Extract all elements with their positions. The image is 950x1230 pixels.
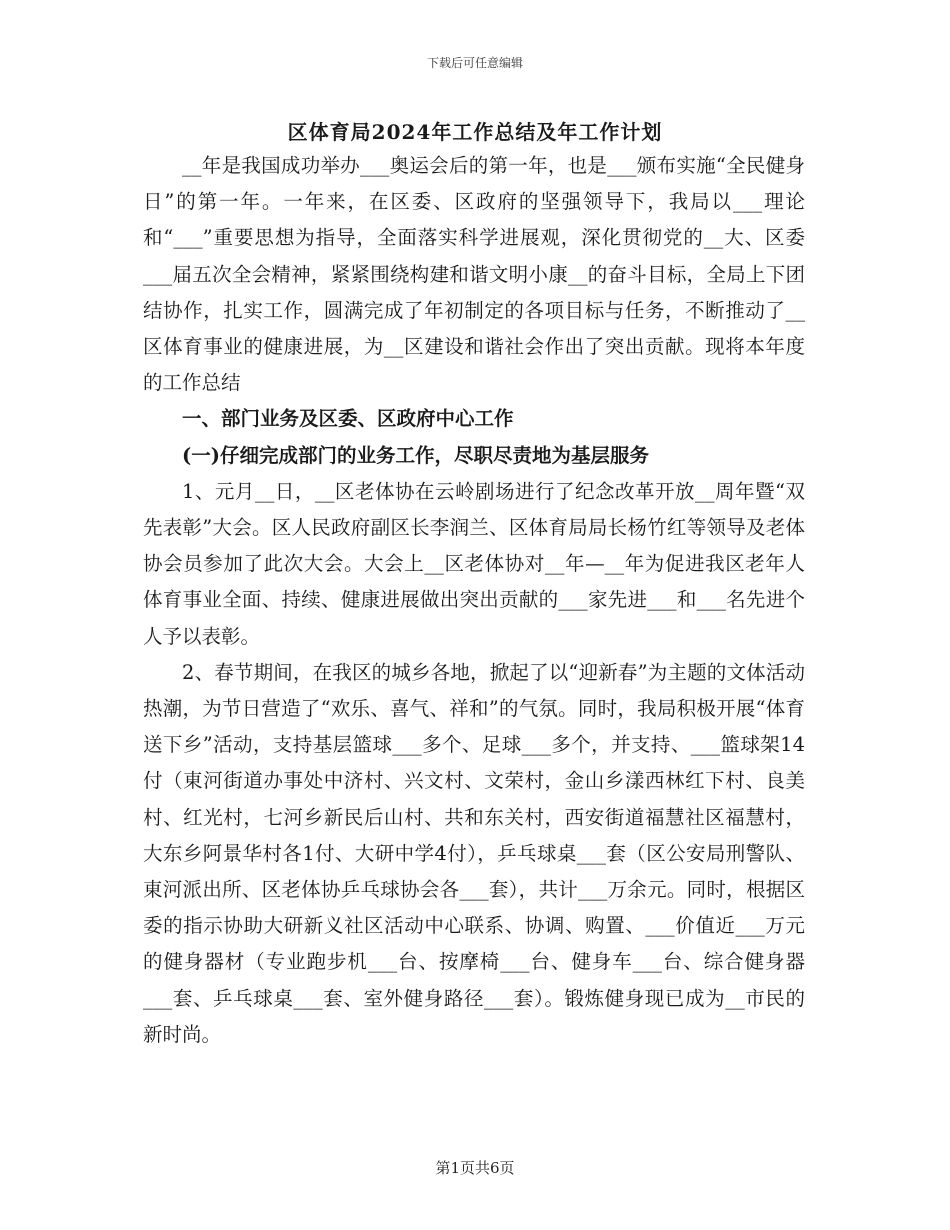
section-heading: 一、部门业务及区委、区政府中心工作 (182, 407, 514, 431)
page-footer: 第1页共6页 (435, 1159, 515, 1177)
document-body (143, 148, 805, 1053)
body-paragraph-2: 2、春节期间，在我区的城乡各地，掀起了以“迎新春”为主题的文体活动热潮，为节日营造了“欢乐、喜气、祥和”的气氛。同时，我局积极开展“体育送下乡”活动，支持基层篮球___多个、足球___多个，并支持、___篮球架14付（東河街道办事处中济村、兴文村、文荣村，金山乡漾西林红下村、良美村、红光村，七河乡新民后山村、共和东关村，西安街道福慧社区福慧村，大东乡阿景华村各1付、大研中学4付），乒乓球桌___套（区公安局刑警队、東河派出所、区老体协乒乓球协会各___套），共计___万余元。同时，根据区委的指示协助大研新义社区活动中心联系、协调、购置、___价值近___万元的健身器材（专业跑步机___台、按摩椅___台、健身车___台、综合健身器___套、乒乓球桌___套、室外健身路径___套）。锻炼健身现已成为__市民的新时尚。 (143, 660, 805, 1046)
document-title: 区体育局2024年工作总结及年工作计划 (287, 120, 663, 144)
header-note: 下载后可任意编辑 (426, 56, 523, 70)
intro-paragraph: __年是我国成功举办___奥运会后的第一年，也是___颁布实施“全民健身日”的第一年。一年来，在区委、区政府的坚强领导下，我局以___理论和“___”重要思想为指导，全面落实科学进展观，深化贯彻党的__大、区委___届五次全会精神，紧紧围绕构建和谐文明小康__的奋斗目标，全局上下团结协作，扎实工作，圆满完成了年初制定的各项目标与任务，不断推动了__区体育事业的健康进展，为__区建设和谐社会作出了突出贡献。现将本年度的工作总结 (143, 154, 805, 395)
body-paragraph-1: 1、元月__日，__区老体协在云岭剧场进行了纪念改革开放__周年暨“双先表彰”大会。区人民政府副区长李润兰、区体育局局长杨竹红等领导及老体协会员参加了此次大会。大会上__区老体协对__年—__年为促进我区老年人体育事业全面、持续、健康进展做出突出贡献的___家先进___和___名先进个人予以表彰。 (143, 479, 805, 648)
subsection-heading: (一)仔细完成部门的业务工作，尽职尽责地为基层服务 (182, 443, 649, 467)
